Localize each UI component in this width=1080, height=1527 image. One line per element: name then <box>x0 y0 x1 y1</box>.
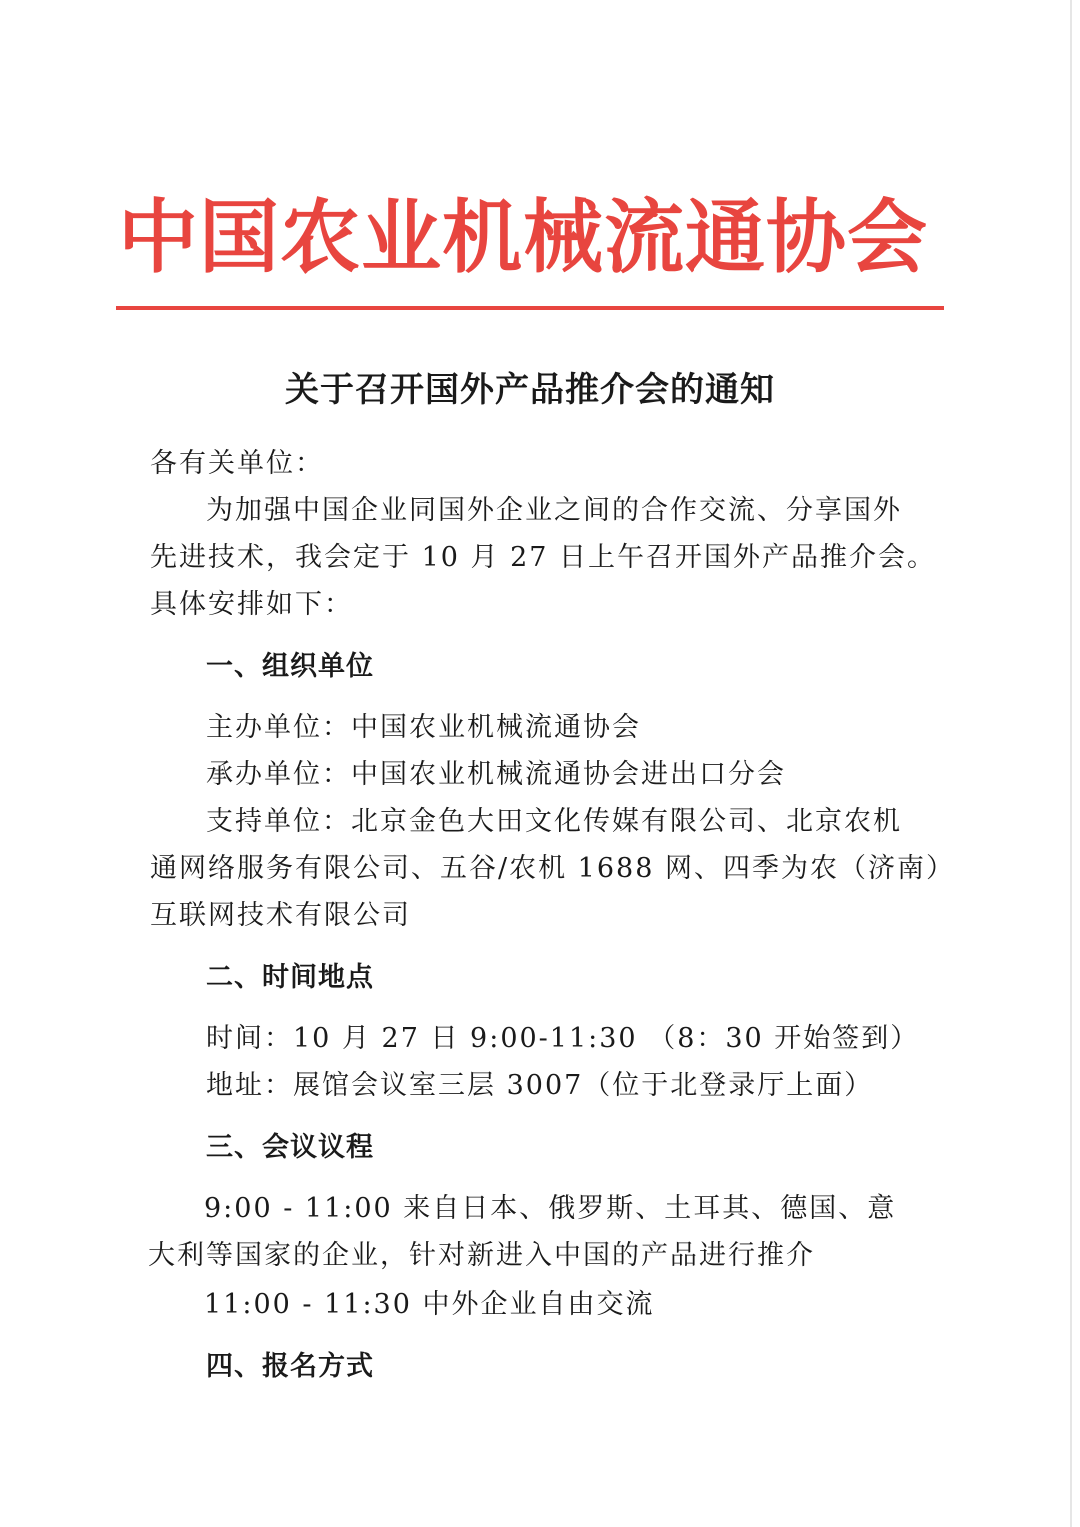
organizer-supporters-line-3: 互联网技术有限公司 <box>150 900 411 931</box>
section-heading-registration: 四、报名方式 <box>206 1351 374 1382</box>
page-edge <box>1070 0 1072 1527</box>
organizer-undertaker: 承办单位：中国农业机械流通协会进出口分会 <box>206 759 786 790</box>
organizer-host: 主办单位：中国农业机械流通协会 <box>206 712 641 743</box>
intro-line-2: 先进技术，我会定于 10 月 27 日上午召开国外产品推介会。 <box>150 542 937 573</box>
organizer-supporters-line-2: 通网络服务有限公司、五谷/农机 1688 网、四季为农（济南） <box>150 853 955 884</box>
section-heading-organizers: 一、组织单位 <box>206 651 374 682</box>
letterhead-org-name: 中国农业机械流通协会 <box>118 191 928 284</box>
document-title: 关于召开国外产品推介会的通知 <box>285 370 775 410</box>
salutation: 各有关单位： <box>150 448 324 479</box>
organizer-supporters-line-1: 支持单位：北京金色大田文化传媒有限公司、北京农机 <box>206 806 902 837</box>
intro-line-1: 为加强中国企业同国外企业之间的合作交流、分享国外 <box>206 495 902 526</box>
agenda-item-1-line-1: 9:00 - 11:00 来自日本、俄罗斯、土耳其、德国、意 <box>204 1193 897 1224</box>
letterhead-red-rule <box>116 306 944 310</box>
section-heading-time-place: 二、时间地点 <box>206 962 374 993</box>
intro-line-3: 具体安排如下： <box>150 589 353 620</box>
section-heading-agenda: 三、会议议程 <box>206 1132 374 1163</box>
agenda-item-1-line-2: 大利等国家的企业，针对新进入中国的产品进行推介 <box>148 1240 815 1271</box>
meeting-time: 时间：10 月 27 日 9:00-11:30 （8：30 开始签到） <box>206 1023 920 1054</box>
agenda-item-2: 11:00 - 11:30 中外企业自由交流 <box>204 1289 655 1320</box>
meeting-address: 地址：展馆会议室三层 3007（位于北登录厅上面） <box>206 1070 874 1101</box>
